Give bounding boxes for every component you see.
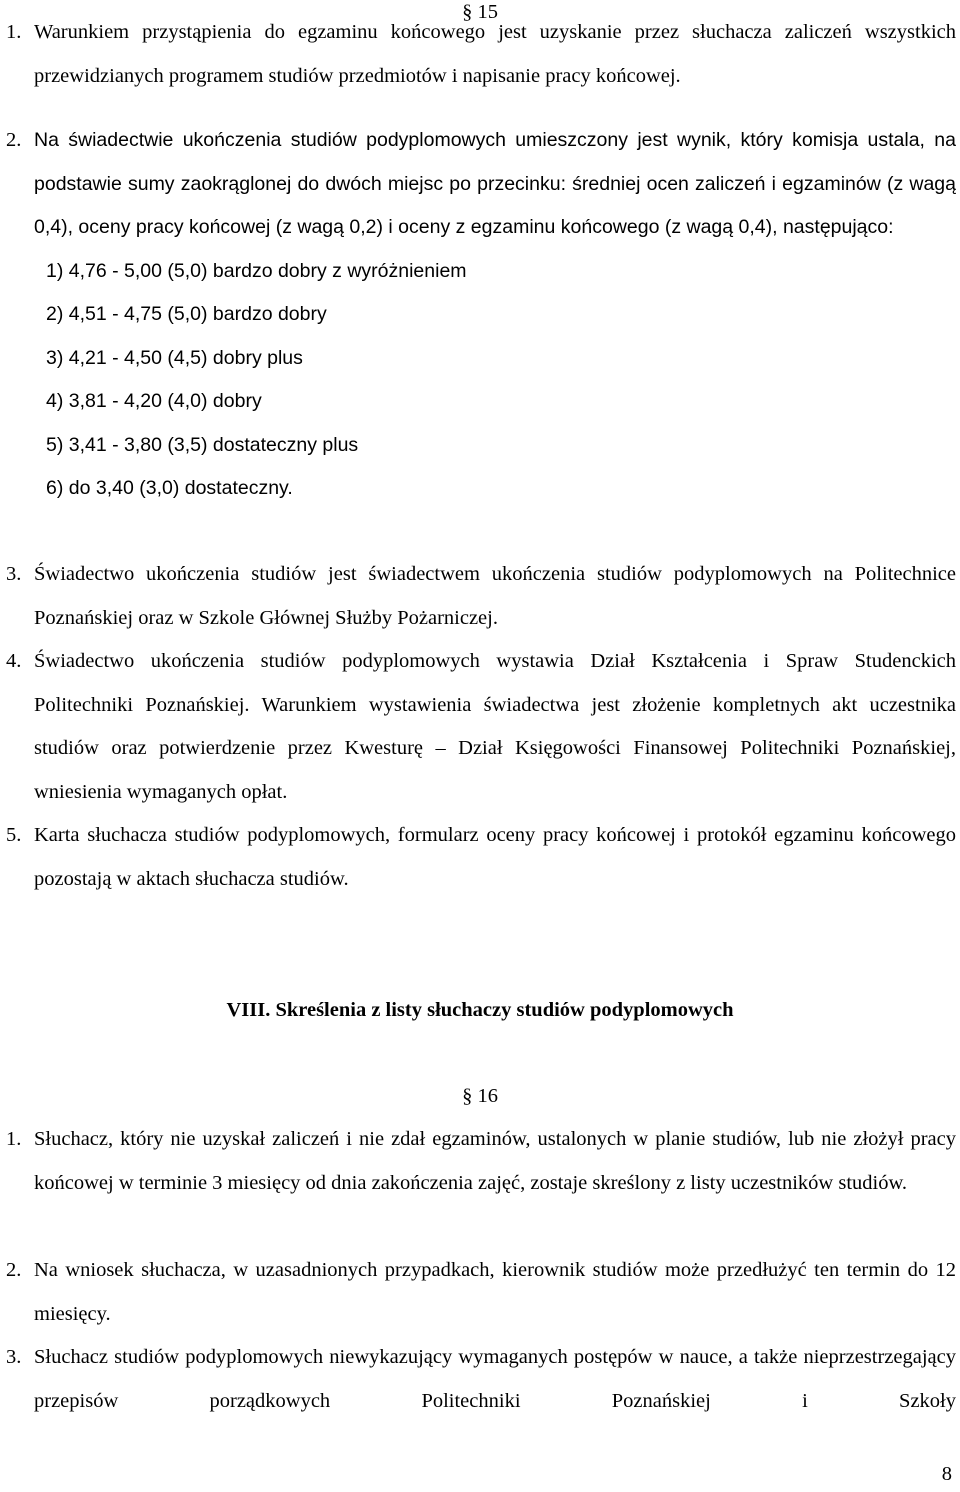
item-number: 2. <box>6 1259 22 1281</box>
grade-item: 4) 3,81 - 4,20 (4,0) dobry <box>46 390 262 412</box>
item-text: Słuchacz, który nie uzyskał zaliczeń i nie zdał egzaminów, ustalonych w planie studiów, lub nie złożył pracy końcowej w terminie 3 miesięcy od dnia zakończenia zajęć, zostaje skreślony z listy uczestników studiów. <box>34 1128 956 1194</box>
chapter-heading: VIII. Skreślenia z listy słuchaczy studiów podyplomowych <box>226 999 734 1021</box>
item-number: 3. <box>6 1346 22 1368</box>
item-number: 5. <box>6 824 22 846</box>
section-heading-15: § 15 <box>462 1 498 23</box>
list-item-15-4 <box>6 640 956 814</box>
item-text: Świadectwo ukończenia studiów jest świadectwem ukończenia studiów podyplomowych na Politechnice Poznańskiej oraz w Szkole Głównej Służby Pożarniczej. <box>34 563 956 629</box>
grade-item: 2) 4,51 - 4,75 (5,0) bardzo dobry <box>46 303 327 325</box>
item-number: 4. <box>6 650 22 672</box>
page-number: 8 <box>941 1463 952 1485</box>
item-text: Na świadectwie ukończenia studiów podyplomowych umieszczony jest wynik, który komisja ustala, na podstawie sumy zaokrąglonej do dwóch miejsc po przecinku: średniej ocen zaliczeń i egzaminów (z wagą 0,4), oceny pracy końcowej (z wagą 0,2) i oceny z egzaminu końcowego (z wagą 0,4), następująco: <box>34 129 956 238</box>
grade-item: 6) do 3,40 (3,0) dostateczny. <box>46 477 293 499</box>
list-item-16-2 <box>6 1249 956 1336</box>
item-text: Na wniosek słuchacza, w uzasadnionych przypadkach, kierownik studiów może przedłużyć ten termin do 12 miesięcy. <box>34 1259 956 1325</box>
item-number: 1. <box>6 1128 22 1150</box>
grade-scale-list <box>34 250 956 511</box>
item-text: Słuchacz studiów podyplomowych niewykazujący wymaganych postępów w nauce, a także nieprzestrzegający przepisów porządkowych Politechniki Poznańskiej i Szkoły <box>34 1346 956 1412</box>
item-text: Warunkiem przystąpienia do egzaminu końcowego jest uzyskanie przez słuchacza zaliczeń wszystkich przewidzianych programem studiów przedmiotów i napisanie pracy końcowej. <box>34 21 956 87</box>
item-text: Świadectwo ukończenia studiów podyplomowych wystawia Dział Kształcenia i Spraw Studenckich Politechniki Poznańskiej. Warunkiem wystawienia świadectwa jest złożenie kompletnych akt uczestnika studiów oraz potwierdzenie przez Kwesturę – Dział Księgowości Finansowej Politechniki Poznańskiej, wniesienia wymaganych opłat. <box>34 650 956 803</box>
grade-item: 5) 3,41 - 3,80 (3,5) dostateczny plus <box>46 433 359 456</box>
list-item-15-5 <box>6 814 956 901</box>
item-number: 3. <box>6 563 22 585</box>
list-item-16-1 <box>6 1118 956 1205</box>
item-text: Karta słuchacza studiów podyplomowych, formularz oceny pracy końcowej i protokół egzaminu końcowego pozostają w aktach słuchacza studiów. <box>34 824 956 890</box>
item-number: 2. <box>6 129 22 151</box>
list-item-16-3 <box>6 1336 956 1423</box>
list-item-15-1 <box>6 11 956 98</box>
grade-item: 1) 4,76 - 5,00 (5,0) bardzo dobry z wyróżnieniem <box>46 259 467 282</box>
list-item-15-2 <box>6 119 956 511</box>
list-item-15-3 <box>6 553 956 640</box>
section-heading-16: § 16 <box>462 1085 498 1107</box>
item-number: 1. <box>6 21 22 43</box>
grade-item: 3) 4,21 - 4,50 (4,5) dobry plus <box>46 346 303 369</box>
